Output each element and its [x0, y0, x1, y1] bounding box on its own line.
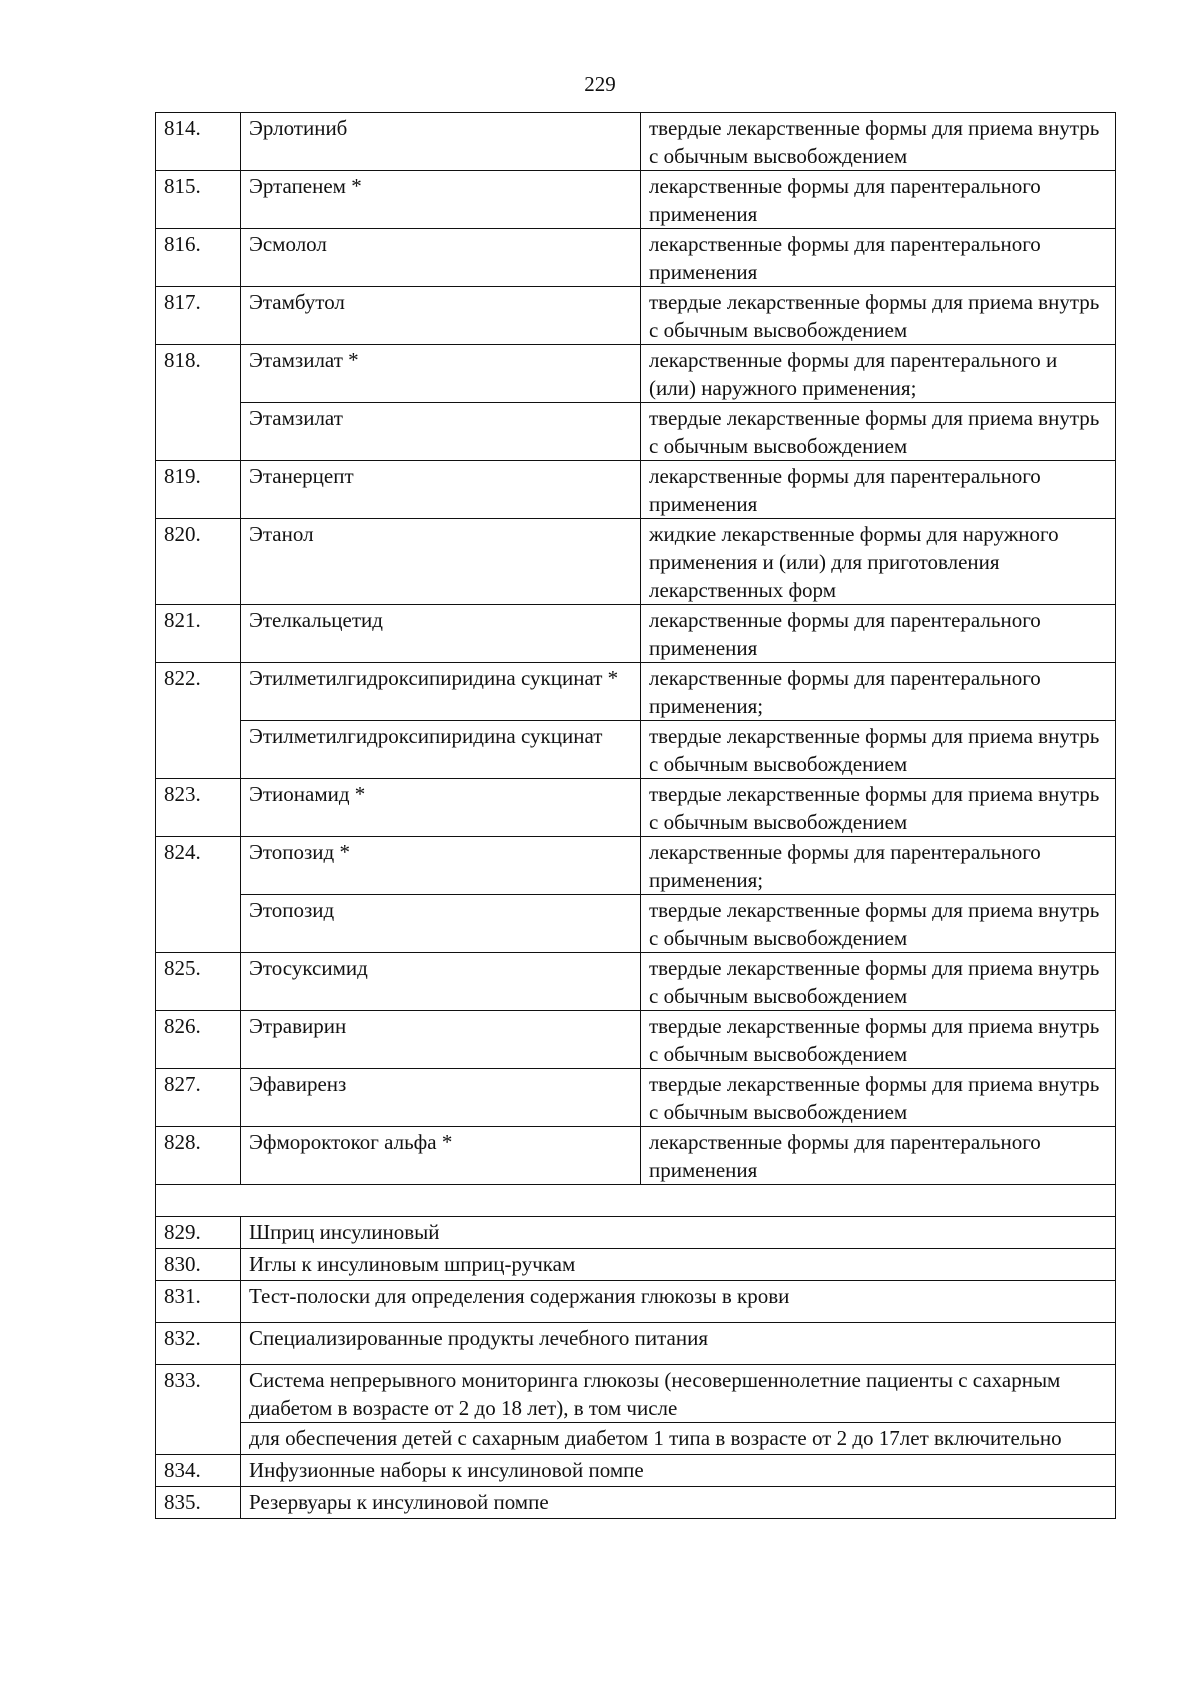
item-description: Тест-полоски для определения содержания глюкозы в крови [241, 1281, 1116, 1323]
dosage-form: лекарственные формы для парентерального и (или) наружного применения; [641, 345, 1116, 403]
row-number: 814. [156, 113, 241, 171]
drug-name: Этионамид * [241, 779, 641, 837]
row-number: 832. [156, 1323, 241, 1365]
drug-name: Эрлотиниб [241, 113, 641, 171]
table-row [156, 1487, 1116, 1519]
table-row [156, 403, 1116, 461]
drug-name: Эсмолол [241, 229, 641, 287]
dosage-form: лекарственные формы для парентерального применения [641, 171, 1116, 229]
row-number: 830. [156, 1249, 241, 1281]
table-row [156, 605, 1116, 663]
row-number: 825. [156, 953, 241, 1011]
dosage-form: твердые лекарственные формы для приема внутрь с обычным высвобождением [641, 895, 1116, 953]
table-row [156, 1127, 1116, 1185]
dosage-form: лекарственные формы для парентерального применения [641, 605, 1116, 663]
row-number: 835. [156, 1487, 241, 1519]
table-row [156, 171, 1116, 229]
table-row [156, 1323, 1116, 1365]
dosage-form: лекарственные формы для парентерального применения; [641, 837, 1116, 895]
drug-name: Этосуксимид [241, 953, 641, 1011]
row-number: 818. [156, 345, 241, 461]
item-description: Специализированные продукты лечебного питания [241, 1323, 1116, 1365]
section-separator-row [156, 1185, 1116, 1217]
drug-name: Этилметилгидроксипиридина сукцинат [241, 721, 641, 779]
row-number: 827. [156, 1069, 241, 1127]
table-row [156, 229, 1116, 287]
dosage-form: твердые лекарственные формы для приема внутрь с обычным высвобождением [641, 1011, 1116, 1069]
table-row [156, 721, 1116, 779]
row-number: 816. [156, 229, 241, 287]
table-row [156, 113, 1116, 171]
dosage-form: лекарственные формы для парентерального применения [641, 1127, 1116, 1185]
table-row [156, 663, 1116, 721]
row-number: 823. [156, 779, 241, 837]
table-row [156, 895, 1116, 953]
table-row [156, 1281, 1116, 1323]
drug-name: Этилметилгидроксипиридина сукцинат * [241, 663, 641, 721]
item-description: Резервуары к инсулиновой помпе [241, 1487, 1116, 1519]
dosage-form: твердые лекарственные формы для приема внутрь с обычным высвобождением [641, 287, 1116, 345]
dosage-form: лекарственные формы для парентерального применения [641, 461, 1116, 519]
table-row [156, 1455, 1116, 1487]
table-row [156, 1249, 1116, 1281]
drug-name: Этамбутол [241, 287, 641, 345]
medication-table-body [156, 113, 1116, 1519]
row-number: 834. [156, 1455, 241, 1487]
table-row [156, 345, 1116, 403]
table-row [156, 837, 1116, 895]
item-description: Система непрерывного мониторинга глюкозы (несовершеннолетние пациенты с сахарным диабетом в возрасте от 2 до 18 лет), в том числе [241, 1365, 1116, 1423]
drug-name: Эртапенем * [241, 171, 641, 229]
dosage-form: твердые лекарственные формы для приема внутрь с обычным высвобождением [641, 113, 1116, 171]
drug-name: Этопозид * [241, 837, 641, 895]
row-number: 822. [156, 663, 241, 779]
drug-name: Этравирин [241, 1011, 641, 1069]
drug-name: Этелкальцетид [241, 605, 641, 663]
table-row [156, 461, 1116, 519]
dosage-form: лекарственные формы для парентерального применения [641, 229, 1116, 287]
table-row [156, 779, 1116, 837]
item-description: Инфузионные наборы к инсулиновой помпе [241, 1455, 1116, 1487]
table-row [156, 1423, 1116, 1455]
drug-name: Этамзилат [241, 403, 641, 461]
table-row [156, 1011, 1116, 1069]
page-number: 229 [584, 72, 616, 96]
row-number: 815. [156, 171, 241, 229]
table-row [156, 1217, 1116, 1249]
item-description: Шприц инсулиновый [241, 1217, 1116, 1249]
row-number: 829. [156, 1217, 241, 1249]
drug-name: Эфмороктоког альфа * [241, 1127, 641, 1185]
row-number: 817. [156, 287, 241, 345]
table-row [156, 953, 1116, 1011]
row-number: 831. [156, 1281, 241, 1323]
row-number: 828. [156, 1127, 241, 1185]
table-row [156, 519, 1116, 605]
row-number: 833. [156, 1365, 241, 1455]
drug-name: Этамзилат * [241, 345, 641, 403]
item-description: Иглы к инсулиновым шприц-ручкам [241, 1249, 1116, 1281]
row-number: 821. [156, 605, 241, 663]
dosage-form: твердые лекарственные формы для приема внутрь с обычным высвобождением [641, 779, 1116, 837]
dosage-form: твердые лекарственные формы для приема внутрь с обычным высвобождением [641, 953, 1116, 1011]
separator-cell [156, 1185, 1116, 1217]
row-number: 824. [156, 837, 241, 953]
item-description: для обеспечения детей с сахарным диабетом 1 типа в возрасте от 2 до 17лет включительно [241, 1423, 1116, 1455]
drug-name: Эфавиренз [241, 1069, 641, 1127]
dosage-form: твердые лекарственные формы для приема внутрь с обычным высвобождением [641, 1069, 1116, 1127]
drug-name: Этанол [241, 519, 641, 605]
row-number: 826. [156, 1011, 241, 1069]
drug-name: Этанерцепт [241, 461, 641, 519]
row-number: 819. [156, 461, 241, 519]
row-number: 820. [156, 519, 241, 605]
medication-table [155, 112, 1116, 1519]
dosage-form: жидкие лекарственные формы для наружного применения и (или) для приготовления лекарственных форм [641, 519, 1116, 605]
table-row [156, 287, 1116, 345]
dosage-form: лекарственные формы для парентерального применения; [641, 663, 1116, 721]
dosage-form: твердые лекарственные формы для приема внутрь с обычным высвобождением [641, 721, 1116, 779]
drug-name: Этопозид [241, 895, 641, 953]
table-row [156, 1069, 1116, 1127]
table-row [156, 1365, 1116, 1423]
dosage-form: твердые лекарственные формы для приема внутрь с обычным высвобождением [641, 403, 1116, 461]
